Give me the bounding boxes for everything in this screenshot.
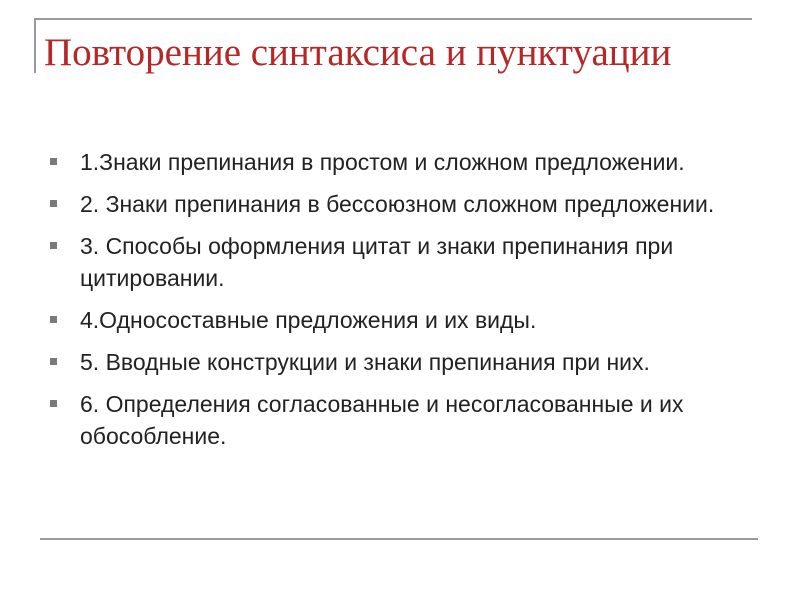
list-item xyxy=(44,230,744,294)
list-item xyxy=(44,388,744,452)
square-bullet-icon xyxy=(50,316,57,323)
square-bullet-icon xyxy=(50,358,57,365)
top-rule xyxy=(34,18,752,20)
list-item-text: 2. Знаки препинания в бессоюзном сложном предложении. xyxy=(80,191,715,217)
list-item-text: 5. Вводные конструкции и знаки препинания при них. xyxy=(80,349,650,375)
square-bullet-icon xyxy=(50,158,57,165)
left-rule xyxy=(34,18,36,73)
list-item-text: 1.Знаки препинания в простом и сложном предложении. xyxy=(80,149,685,175)
list-item xyxy=(44,188,744,220)
bullet-list xyxy=(44,146,744,462)
bottom-rule xyxy=(40,538,758,540)
list-item xyxy=(44,146,744,178)
list-item-text: 3. Способы оформления цитат и знаки препинания при цитировании. xyxy=(80,233,674,291)
square-bullet-icon xyxy=(50,400,57,407)
slide-title: Повторение синтаксиса и пунктуации xyxy=(44,31,672,74)
list-item xyxy=(44,346,744,378)
list-item xyxy=(44,304,744,336)
square-bullet-icon xyxy=(50,242,57,249)
list-item-text: 6. Определения согласованные и несогласованные и их обособление. xyxy=(80,391,684,449)
list-item-text: 4.Односоставные предложения и их виды. xyxy=(80,307,537,333)
square-bullet-icon xyxy=(50,200,57,207)
